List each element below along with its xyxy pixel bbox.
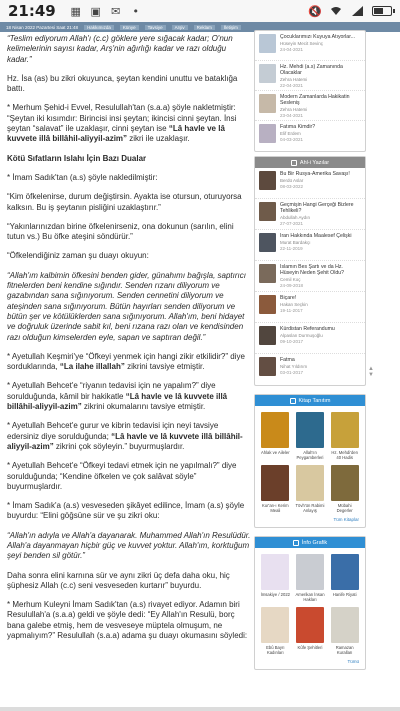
calendar-icon: ▦ — [70, 4, 81, 18]
item-text — [280, 124, 315, 148]
thumbnail-image — [259, 326, 276, 345]
item-text — [280, 94, 361, 117]
site-link-contact[interactable]: İletişim — [221, 25, 241, 30]
article-text: “Allah'ım kalbimin öfkesini benden gider, günahımı bağışla, saptırıcı fitnelerden beni kendine sığındır. Senden rızanı diliyorum ve gazabından sana sığınıyorum. Senden cennetini diliyorum ve ateşinden sana sığınıyorum. Bütün hayırları senden diliyorum ve bütün şer ve kötülüklerden sana sığınıyorum. Allah'ım, beni hidayet ve doğruluk üzerinde sabit kıl, beni rızana razı olan ve kendisinden razı olduğun kimselerden eyle, sapan ve saptıran değil.” — [7, 270, 246, 342]
article-paragraph — [7, 34, 251, 65]
book-item[interactable] — [260, 412, 291, 460]
cover-image — [331, 607, 359, 643]
book-icon — [290, 398, 296, 404]
item-title[interactable]: İran Hakkında Maalesef Çelişki — [280, 233, 352, 239]
item-date: 03-01-2017 — [280, 370, 304, 375]
article-text: * Ayetullah Behcet'e “riyanın tedavisi için ne yapalım?” diye sorulduğunda, kâmil bir hakikatle — [7, 381, 216, 401]
site-date: 18 Nisan 2022 Pazartesi Saat 21:48 — [6, 24, 79, 30]
item-label: Ebû Bayrı Kadınları — [266, 645, 285, 655]
article-text: “Lâ havle ve lâ kuvvete illâ billâhil-aliyyil-azim” — [7, 431, 243, 451]
article-text: “Allah'ın adıyla ve Allah'a dayanarak. Muhammed Allah'ın Resulüdür. Allah'a dayanmayan hiçbir güç ve kuvvet yoktur. Allah'ım, korktuğum şeyi benden sil götür.” — [7, 530, 251, 561]
item-date: 09-10-2017 — [280, 339, 304, 344]
article-paragraph — [7, 192, 251, 213]
article-text: “Lâ havle ve lâ kuvvete illâ billâhil-aliyyil-azim” — [7, 124, 225, 144]
author-article-item[interactable] — [255, 261, 365, 292]
item-title[interactable]: Hz. Mehdi (a.s) Zamanında Olacaklar — [280, 64, 343, 76]
site-link-recommend[interactable]: Tavsiye — [145, 25, 166, 30]
gesture-bar — [0, 707, 400, 711]
related-link-item[interactable] — [255, 91, 365, 121]
article-text: Hz. İsa (as) bu zikri okuyunca, şeytan kendini unuttu ve bataklığa battı. — [7, 73, 238, 94]
article-text: “Yakınlarınızdan birine öfkelenirseniz, ona dokunun (sarılın, elini tutun vs.) Bu öfke ateşini söndürür.” — [7, 221, 234, 242]
article-paragraph — [7, 154, 251, 164]
infographic-item[interactable] — [260, 554, 291, 602]
item-label: Hz. Mehdi'den 40 Hadis — [331, 450, 358, 460]
item-date: 22-11-2019 — [280, 246, 303, 251]
author-article-item[interactable] — [255, 230, 365, 261]
article-paragraph — [7, 271, 251, 343]
item-title[interactable]: Fatıma Kimdir? — [280, 124, 316, 130]
item-title[interactable]: Bu Bir Rusya-Amerika Savaşı! — [280, 171, 350, 177]
article-paragraph — [7, 173, 251, 183]
item-author: Alpaslan Durmuşoğlu — [280, 333, 323, 338]
thumbnail-image — [259, 34, 276, 53]
scroll-up-icon[interactable]: ▲ — [368, 366, 374, 372]
infographic-item[interactable] — [295, 607, 326, 655]
item-label: Mübahi Degerler — [336, 503, 353, 513]
article-text: “Teslim ediyorum Allah'ı (c.c) göklere yere sığacak kadar; O'nun kelimelerinin sayısı kadar, Arş'nin ağırlığı kadar ve razı olduğu kadar.” — [7, 34, 233, 64]
item-title[interactable]: Fatma — [280, 357, 295, 363]
author-article-item[interactable] — [255, 168, 365, 199]
item-label: Kur'an-ı Kerim Meali — [262, 503, 289, 513]
volume-off-icon: 🔇 — [308, 4, 322, 18]
thumbnail-image — [259, 233, 276, 252]
item-label: Tövh'ün Rabimi Anlayış — [295, 503, 325, 513]
cover-image — [296, 465, 324, 501]
cover-image — [261, 412, 289, 448]
side-scroll-nav — [368, 366, 378, 378]
item-text — [280, 357, 307, 382]
article-text: zikrini çok söyleyin.” buyurmuşlardır. — [53, 441, 185, 451]
item-text — [280, 295, 308, 319]
books-box — [254, 394, 366, 528]
all-books-link[interactable]: Tüm Kitaplar — [333, 517, 359, 522]
article-text: * Merhum Şehid-i Evvel, Resulullah'tan (s.a.a) şöyle nakletmiştir: “Şeytan iki kısımdır: Birincisi insi şeytan; ikincisi cinni şeytan. İnsi şeytan “salavat” ile uzaklaşır, cinni şeytan ise — [7, 103, 237, 134]
item-text — [280, 326, 335, 350]
author-article-item[interactable] — [255, 292, 365, 323]
scroll-down-icon[interactable]: ▼ — [368, 372, 374, 378]
thumbnail-image — [259, 295, 276, 314]
cover-image — [331, 465, 359, 501]
related-link-item[interactable] — [255, 121, 365, 151]
book-item[interactable] — [260, 465, 291, 513]
books-box-title: Kitap Tanıtım — [298, 397, 331, 404]
thumbnail-image — [259, 124, 276, 143]
cover-image — [261, 465, 289, 501]
cover-image — [331, 412, 359, 448]
site-link-about[interactable]: Hakkımızda — [84, 25, 114, 30]
article-text: “Lâ havle ve lâ kuvvete illâ billâhil-aliyyil-azim” — [7, 391, 228, 412]
item-text — [280, 171, 350, 195]
item-author: Abdullah Aydın — [280, 215, 310, 220]
item-date: 23-04-2021 — [280, 113, 304, 117]
all-infographics-link[interactable]: Tümü — [347, 659, 359, 664]
article-text: “Kim öfkelenirse, durum değiştirsin. Ayakta ise otursun, oturuyorsa kalksın. Bu iş şeytanın pisliğini uzaklaştırır.” — [7, 192, 242, 212]
item-text — [280, 264, 361, 288]
item-title[interactable]: Kürdistan Referandumu — [280, 326, 335, 332]
item-date: 24-04-2021 — [280, 47, 304, 52]
signal-icon — [351, 5, 363, 17]
item-author: Murat Bardakçı — [280, 240, 311, 245]
item-date: 04-03-2021 — [280, 137, 304, 142]
item-title[interactable]: Geçmişin Hangi Gerçeği Bizlere Tehlikeli? — [280, 202, 354, 214]
infographic-box-header — [255, 537, 365, 548]
item-author: Elif Erdem — [280, 131, 301, 136]
article-paragraph — [7, 531, 251, 562]
article-paragraph — [7, 421, 251, 452]
thumbnail-image — [259, 171, 276, 190]
infographic-box-title: İnfo Grafik — [301, 539, 328, 546]
article-text: zikrini tavsiye etmiştir. — [124, 362, 205, 372]
item-text — [280, 34, 355, 57]
item-author: Berdü Aslar — [280, 178, 304, 183]
item-date: 27-07-2021 — [280, 221, 304, 226]
article-text: Kötü Sıfatların Islahı İçin Bazı Dualar — [7, 153, 147, 163]
image-icon: ▣ — [90, 4, 101, 18]
article-paragraph — [7, 501, 251, 522]
article-text: * İmam Sadık'tan (a.s) şöyle nakledilmiştir: — [7, 172, 158, 182]
status-icons-right — [309, 5, 392, 17]
article-text: * Merhum Kuleyni İmam Sadık'tan (a.s) rivayet ediyor. Adamın biri Resulullah'a (s.a.a) geldi ve şöyle dedi: “Ey Allah'ın Resulü, borç bana galebe etmiş, hem de vesveseye müptela olmuşum, ne yapmalıyım?” Resulullah (s.a.a) adama şu duayı okumasını söyledi: — [7, 600, 248, 641]
item-label: Kûfe Şehitleri — [297, 645, 323, 650]
related-links-box — [254, 30, 366, 152]
authors-box — [254, 156, 366, 386]
infographic-item[interactable] — [329, 607, 360, 655]
chart-icon — [293, 540, 299, 546]
item-author: Hüseyin Mecit Sevinç — [280, 41, 324, 46]
article-paragraph — [7, 103, 251, 144]
article-text: * Ayetullah Behcet'e gurur ve kibrin tedavisi için neyi tavsiye edersiniz diye sorulduğunda; — [7, 421, 219, 441]
status-icons-left — [70, 5, 142, 17]
notification-icon: ✉ — [111, 4, 121, 18]
article-paragraph — [7, 222, 251, 243]
infographic-item[interactable] — [295, 554, 326, 602]
item-date: 24-09-2018 — [280, 283, 304, 288]
authors-box-header — [255, 157, 365, 168]
article-paragraph — [7, 571, 251, 592]
item-text — [280, 202, 361, 226]
item-title[interactable]: Modern Zamanlarda Hakikatin Sesleniş — [280, 94, 350, 106]
item-author: Zehra Hatemi — [280, 107, 308, 112]
item-date: 19-11-2017 — [280, 308, 303, 313]
site-link-imprint[interactable]: Künye — [120, 25, 139, 30]
thumbnail-image — [259, 357, 276, 376]
article-text: zikri ile uzaklaşır. — [127, 134, 190, 144]
book-item[interactable] — [295, 412, 326, 460]
book-item[interactable] — [329, 465, 360, 513]
android-status-bar — [0, 0, 400, 22]
related-link-item[interactable] — [255, 61, 365, 91]
article-body — [7, 34, 251, 650]
thumbnail-image — [259, 64, 276, 83]
wifi-icon — [330, 5, 342, 17]
item-label: Hanife Riyati — [332, 592, 357, 597]
article-text: “La ilahe illallah” — [59, 362, 125, 372]
item-date: 08-03-2022 — [280, 184, 304, 189]
article-text: * Ayetullah Keşmiri'ye “Öfkeyi yenmek için hangi zikir etkilidir?” diye sorduklarında, — [7, 351, 245, 372]
item-author: Cemil Koç — [280, 277, 301, 282]
item-text — [280, 64, 361, 87]
item-author: Zehra Hatemi — [280, 77, 308, 82]
cover-image — [296, 607, 324, 643]
site-link-ads[interactable]: Reklam — [194, 25, 215, 30]
infographic-item[interactable] — [260, 607, 291, 655]
item-label: Ahlak ve Aileler — [261, 450, 290, 455]
cover-image — [331, 554, 359, 590]
cover-image — [296, 554, 324, 590]
related-link-item[interactable] — [255, 31, 365, 61]
book-item[interactable] — [295, 465, 326, 513]
article-paragraph — [7, 251, 251, 261]
infographic-box — [254, 536, 366, 670]
item-author: Hakan Seçkin — [280, 302, 308, 307]
book-grid — [255, 406, 365, 517]
item-label: İmsakiye / 2022 — [260, 592, 290, 597]
sidebar — [254, 30, 366, 678]
item-author: Nihat Yıldırım — [280, 364, 308, 369]
item-title[interactable]: İslamın Bes Şartı ve da Hz. Hüseyin Neden Şehit Oldu? — [280, 264, 345, 276]
dot-icon: • — [132, 4, 139, 18]
article-paragraph — [7, 381, 251, 412]
article-text: “Öfkelendiğiniz zaman şu duayı okuyun: — [7, 251, 149, 261]
book-item[interactable] — [329, 412, 360, 460]
authors-box-title: Ahl-i Yazılar — [299, 159, 330, 166]
item-title[interactable]: Çocuklarımızı Kuyuya Atıyorlar... — [280, 34, 355, 40]
cover-image — [261, 554, 289, 590]
thumbnail-image — [259, 202, 276, 221]
status-time: 21:49 — [8, 2, 56, 20]
battery-icon — [372, 6, 392, 16]
article-paragraph — [7, 352, 251, 373]
site-link-archive[interactable]: Arşiv — [172, 25, 188, 30]
article-text: Daha sonra elini karnına sür ve aynı zikri üç defa daha oku, hiç şüphesiz Allah (c.c) seni vesveseden kurtarır” buyurdu. — [7, 570, 230, 590]
books-box-header — [255, 395, 365, 406]
thumbnail-image — [259, 94, 276, 113]
author-article-item[interactable] — [255, 354, 365, 385]
author-article-item[interactable] — [255, 323, 365, 354]
article-text: * İmam Sadık'a (a.s) vesveseden şikâyet edilince, İmam (a.s) şöyle buyurdu: “Elini göğsüne sür ve şu zikri oku: — [7, 501, 245, 521]
item-date: 22-04-2021 — [280, 83, 304, 87]
item-text — [280, 233, 352, 257]
cover-image — [296, 412, 324, 448]
infographic-grid — [255, 548, 365, 659]
item-title[interactable]: Biçare! — [280, 295, 297, 301]
author-article-item[interactable] — [255, 199, 365, 230]
article-paragraph — [7, 600, 251, 641]
article-text: zikrini okumalarını tavsiye etmiştir. — [81, 402, 206, 412]
infographic-item[interactable] — [329, 554, 360, 602]
thumbnail-image — [259, 264, 276, 283]
pen-icon — [291, 160, 297, 166]
cover-image — [261, 607, 289, 643]
item-label: Amerikan İnsan Hakları — [295, 592, 325, 602]
item-label: Allah'ın Peygamberleri — [296, 450, 324, 460]
article-text: * Ayetullah Behcet'e “Öfkeyi tedavi etmek için ne yapılmalı?” diye sorulduğunda; “Kendine öfkelen ve çok salâvat söyle” buyurmuşlardır. — [7, 461, 237, 491]
item-label: Ramazan Kuralları — [335, 645, 354, 655]
article-paragraph — [7, 74, 251, 95]
article-paragraph — [7, 461, 251, 492]
authors-list — [255, 168, 365, 385]
